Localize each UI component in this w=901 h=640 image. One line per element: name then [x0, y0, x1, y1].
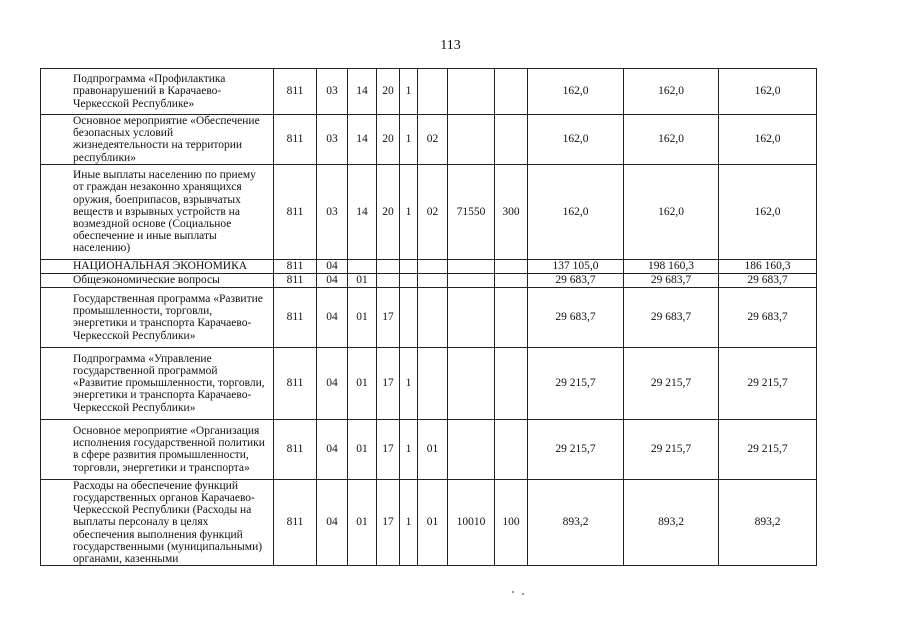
cell-subsection	[348, 259, 377, 273]
scan-artifact	[522, 593, 524, 595]
table-body	[41, 69, 817, 566]
row-description: Основное мероприятие «Организация исполнения государственной политики в сфере развития промышленности, торговли, энергетики и транспорта»	[41, 419, 274, 479]
row-description: Расходы на обеспечение функций государственных органов Карачаево-Черкесской Республики (Расходы на выплаты персоналу в целях обеспечения выполнения функций государственными (муниципальными) органами, казенными	[41, 479, 274, 565]
cell-year-1: 893,2	[528, 479, 624, 565]
cell-expense-code	[448, 115, 495, 165]
cell-section: 04	[317, 419, 348, 479]
scan-artifact	[512, 591, 514, 593]
table-row	[41, 259, 817, 273]
row-description: Основное мероприятие «Обеспечение безопасных условий жизнедеятельности на территории республики»	[41, 115, 274, 165]
table-row	[41, 347, 817, 419]
cell-subprogram	[400, 259, 418, 273]
cell-subsection: 14	[348, 164, 377, 259]
cell-expense-code	[448, 347, 495, 419]
cell-subprogram: 1	[400, 69, 418, 115]
cell-year-2: 29 683,7	[624, 273, 719, 287]
cell-grbs: 811	[274, 69, 317, 115]
row-description: Общеэкономические вопросы	[41, 273, 274, 287]
cell-year-1: 29 683,7	[528, 287, 624, 347]
table-row	[41, 273, 817, 287]
cell-section: 03	[317, 164, 348, 259]
cell-year-2: 29 215,7	[624, 347, 719, 419]
cell-year-2: 162,0	[624, 164, 719, 259]
row-description: НАЦИОНАЛЬНАЯ ЭКОНОМИКА	[41, 259, 274, 273]
cell-subprogram: 1	[400, 164, 418, 259]
cell-activity: 02	[418, 115, 448, 165]
cell-activity	[418, 273, 448, 287]
cell-expense-type	[495, 287, 528, 347]
cell-grbs: 811	[274, 347, 317, 419]
cell-year-1: 137 105,0	[528, 259, 624, 273]
cell-year-2: 162,0	[624, 69, 719, 115]
cell-grbs: 811	[274, 115, 317, 165]
cell-year-3: 162,0	[719, 164, 817, 259]
cell-section: 04	[317, 347, 348, 419]
cell-year-2: 29 215,7	[624, 419, 719, 479]
cell-year-3: 29 683,7	[719, 287, 817, 347]
cell-section: 04	[317, 273, 348, 287]
cell-activity	[418, 347, 448, 419]
cell-subprogram	[400, 273, 418, 287]
cell-expense-type	[495, 69, 528, 115]
cell-year-1: 162,0	[528, 69, 624, 115]
cell-grbs: 811	[274, 419, 317, 479]
cell-program: 20	[377, 69, 400, 115]
cell-subsection: 01	[348, 273, 377, 287]
cell-section: 04	[317, 479, 348, 565]
cell-expense-code	[448, 69, 495, 115]
cell-expense-type	[495, 259, 528, 273]
cell-year-3: 29 683,7	[719, 273, 817, 287]
cell-program	[377, 259, 400, 273]
table-row	[41, 479, 817, 565]
cell-program: 17	[377, 347, 400, 419]
cell-subprogram	[400, 287, 418, 347]
cell-expense-type: 300	[495, 164, 528, 259]
table-row	[41, 287, 817, 347]
cell-program: 17	[377, 479, 400, 565]
cell-grbs: 811	[274, 164, 317, 259]
cell-expense-code	[448, 287, 495, 347]
budget-table	[40, 68, 817, 566]
cell-expense-type	[495, 347, 528, 419]
cell-grbs: 811	[274, 273, 317, 287]
table-row	[41, 419, 817, 479]
cell-year-1: 162,0	[528, 115, 624, 165]
row-description: Государственная программа «Развитие промышленности, торговли, энергетики и транспорта Карачаево-Черкесской Республики»	[41, 287, 274, 347]
cell-expense-type: 100	[495, 479, 528, 565]
cell-activity: 01	[418, 479, 448, 565]
cell-year-1: 162,0	[528, 164, 624, 259]
cell-subsection: 14	[348, 115, 377, 165]
cell-grbs: 811	[274, 259, 317, 273]
cell-year-3: 162,0	[719, 115, 817, 165]
cell-year-3: 893,2	[719, 479, 817, 565]
row-description: Подпрограмма «Управление государственной программой «Развитие промышленности, торговли, энергетики и транспорта Карачаево-Черкесской Республики»	[41, 347, 274, 419]
cell-year-2: 29 683,7	[624, 287, 719, 347]
cell-year-3: 29 215,7	[719, 347, 817, 419]
cell-expense-code: 71550	[448, 164, 495, 259]
cell-section: 03	[317, 69, 348, 115]
cell-activity	[418, 287, 448, 347]
cell-year-3: 186 160,3	[719, 259, 817, 273]
cell-grbs: 811	[274, 287, 317, 347]
cell-subprogram: 1	[400, 419, 418, 479]
cell-year-1: 29 215,7	[528, 347, 624, 419]
cell-expense-type	[495, 419, 528, 479]
cell-subsection: 01	[348, 287, 377, 347]
table-row	[41, 115, 817, 165]
row-description: Подпрограмма «Профилактика правонарушений в Карачаево-Черкесской Республике»	[41, 69, 274, 115]
cell-program: 20	[377, 164, 400, 259]
cell-expense-code	[448, 259, 495, 273]
cell-subprogram: 1	[400, 479, 418, 565]
cell-year-2: 162,0	[624, 115, 719, 165]
cell-activity: 01	[418, 419, 448, 479]
cell-subsection: 01	[348, 479, 377, 565]
cell-subsection: 14	[348, 69, 377, 115]
cell-subprogram: 1	[400, 115, 418, 165]
table-row	[41, 69, 817, 115]
cell-program: 20	[377, 115, 400, 165]
cell-program: 17	[377, 419, 400, 479]
cell-subprogram: 1	[400, 347, 418, 419]
cell-program: 17	[377, 287, 400, 347]
cell-activity	[418, 259, 448, 273]
cell-year-2: 198 160,3	[624, 259, 719, 273]
cell-subsection: 01	[348, 347, 377, 419]
table-row	[41, 164, 817, 259]
cell-program	[377, 273, 400, 287]
cell-section: 04	[317, 287, 348, 347]
cell-grbs: 811	[274, 479, 317, 565]
cell-year-3: 29 215,7	[719, 419, 817, 479]
cell-section: 03	[317, 115, 348, 165]
cell-section: 04	[317, 259, 348, 273]
cell-year-1: 29 215,7	[528, 419, 624, 479]
cell-year-2: 893,2	[624, 479, 719, 565]
cell-activity	[418, 69, 448, 115]
page-number: 113	[440, 38, 461, 53]
cell-subsection: 01	[348, 419, 377, 479]
cell-year-3: 162,0	[719, 69, 817, 115]
cell-expense-type	[495, 273, 528, 287]
cell-year-1: 29 683,7	[528, 273, 624, 287]
cell-expense-code	[448, 273, 495, 287]
cell-expense-type	[495, 115, 528, 165]
cell-expense-code	[448, 419, 495, 479]
cell-activity: 02	[418, 164, 448, 259]
cell-expense-code: 10010	[448, 479, 495, 565]
row-description: Иные выплаты населению по приему от граждан незаконно хранящихся оружия, боеприпасов, взрывчатых веществ и взрывных устройств на возмездной основе (Социальное обеспечение и иные выплаты населению)	[41, 164, 274, 259]
